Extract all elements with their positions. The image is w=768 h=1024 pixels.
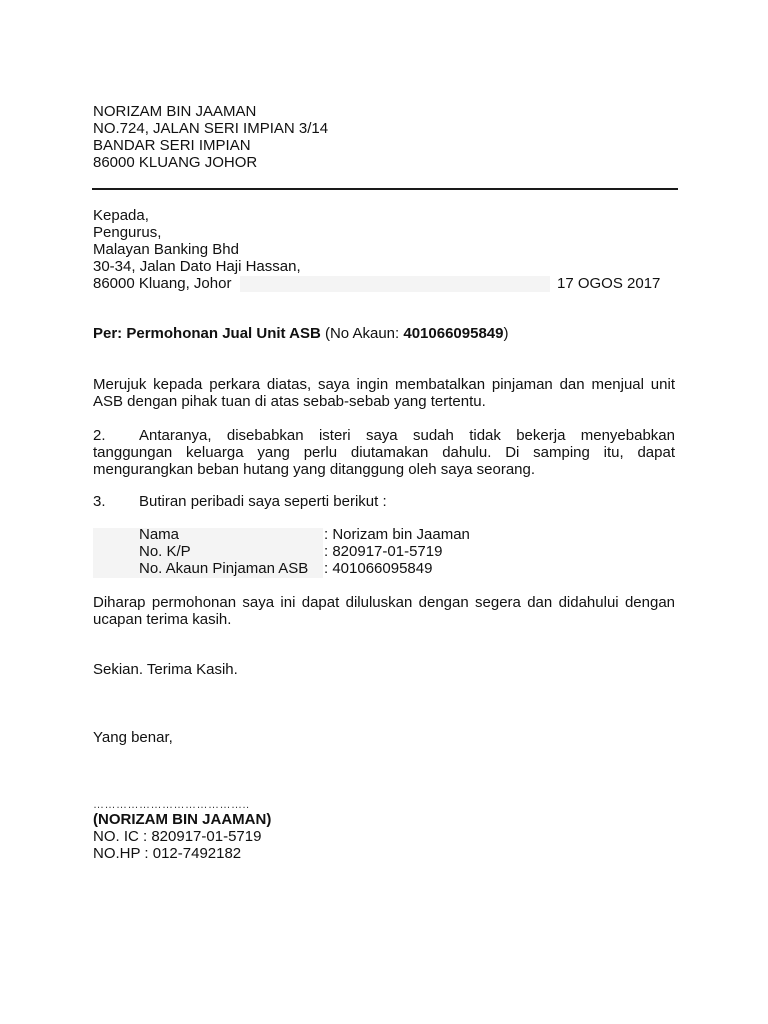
paragraph-3-text: Butiran peribadi saya seperti berikut : [139,493,387,510]
highlight-band [240,276,550,292]
detail-row-ic [93,543,493,560]
sender-address-line1: NO.724, JALAN SERI IMPIAN 3/14 [93,120,329,137]
body-paragraph-1: Merujuk kepada perkara diatas, saya ingin membatalkan pinjaman dan menjual unit ASB dengan pihak tuan di atas sebab-sebab yang tertentu. [93,376,675,410]
recipient-organization: Malayan Banking Bhd [93,241,239,258]
recipient-address-line1: 30-34, Jalan Dato Haji Hassan, [93,258,301,275]
detail-value: : Norizam bin Jaaman [324,526,470,543]
sender-address-line2: BANDAR SERI IMPIAN [93,137,251,154]
recipient-address-line2: 86000 Kluang, Johor [93,275,232,292]
closing-line: Sekian. Terima Kasih. [93,661,238,678]
recipient-salutation: Kepada, [93,207,149,224]
detail-row-name [93,526,493,543]
signer-name: (NORIZAM BIN JAAMAN) [93,811,272,828]
body-paragraph-3 [93,493,675,510]
detail-label: No. Akaun Pinjaman ASB [139,560,309,577]
personal-details [93,526,493,578]
body-paragraph-2 [93,427,675,478]
subject-account-number: 401066095849 [403,325,504,342]
paragraph-2-text: Antaranya, disebabkan isteri saya sudah tidak bekerja menyebabkan tanggungan keluarga yang perlu diutamakan dahulu. Di samping itu, dapat mengurangkan beban hutang yang ditanggung oleh saya seorang. [93,427,675,478]
signer-phone: NO.HP : 012-7492182 [93,845,242,862]
subject-label: Per: Permohonan Jual Unit ASB [93,325,321,342]
signer-ic: NO. IC : 820917-01-5719 [93,828,262,845]
detail-value: : 401066095849 [324,560,433,577]
detail-row-account [93,560,493,577]
signature-dotted-line: ………………………………….. [93,799,250,811]
detail-label: No. K/P [139,543,191,560]
sender-address [93,103,328,171]
paragraph-3-number: 3. [93,493,106,510]
subject-account-suffix: ) [503,325,509,342]
paragraph-2-number: 2. [93,427,106,444]
recipient-title: Pengurus, [93,224,162,241]
signer-block [93,811,271,862]
sender-address-line3: 86000 KLUANG JOHOR [93,154,258,171]
subject-account-prefix: (No Akaun: [320,325,404,342]
letter-date: 17 OGOS 2017 [557,275,661,292]
regards-line: Yang benar, [93,729,173,746]
detail-value: : 820917-01-5719 [324,543,443,560]
body-paragraph-4: Diharap permohonan saya ini dapat diluluskan dengan segera dan didahului dengan ucapan terima kasih. [93,594,675,628]
subject-line [93,325,508,342]
sender-name: NORIZAM BIN JAAMAN [93,103,257,120]
detail-label: Nama [139,526,180,543]
header-divider [92,188,678,190]
